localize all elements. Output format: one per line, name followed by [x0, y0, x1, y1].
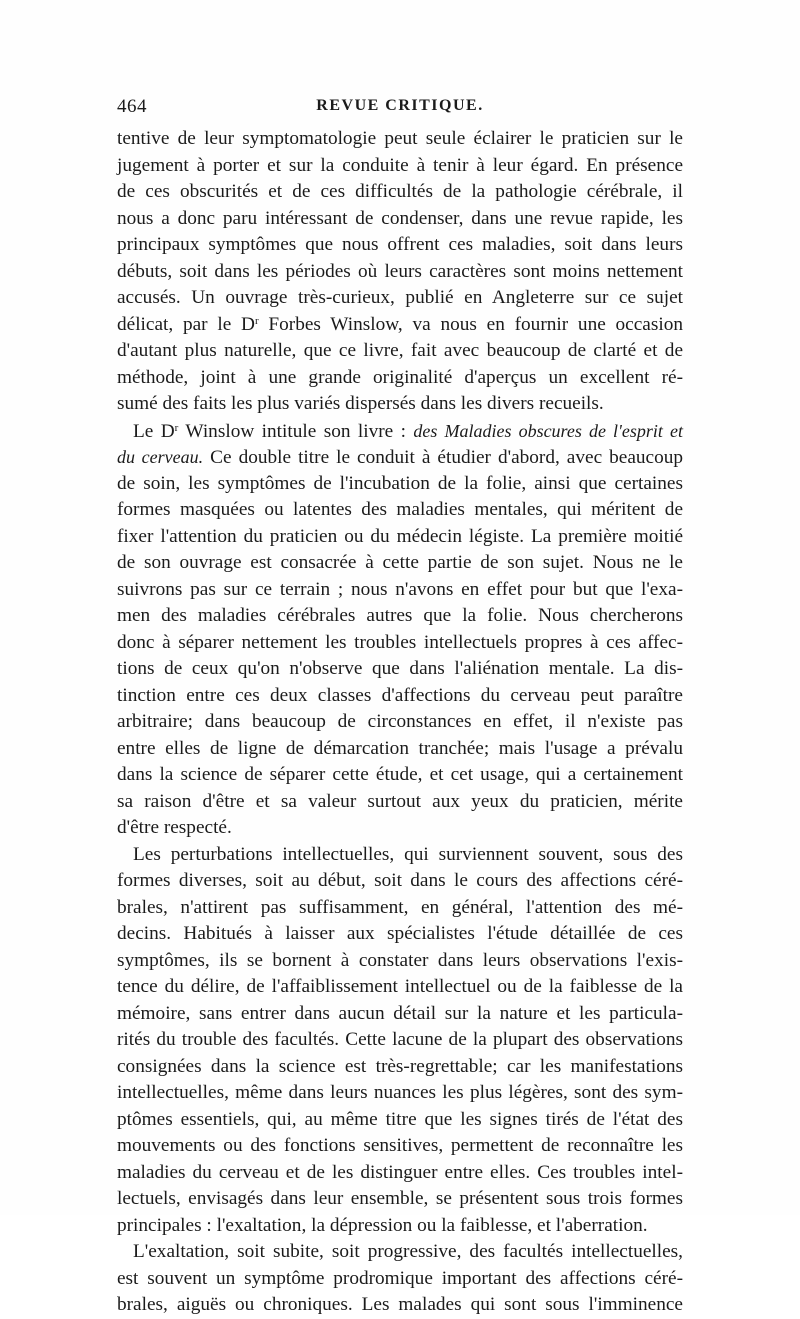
text-line: méthode, joint à une grande originalité d'aperçus un excellent ré-: [117, 366, 683, 388]
text-line: entre elles de ligne de démarcation tranchée; mais l'usage a prévalu: [117, 737, 683, 759]
text-line: principales : l'exaltation, la dépression ou la faiblesse, et l'aberration.: [117, 1214, 648, 1236]
text-line: intellectuelles, même dans leurs nuances les plus légères, sont des sym-: [117, 1082, 683, 1103]
text-fragment: Ce double titre le conduit à étudier d'abord, avec beaucoup: [210, 447, 684, 468]
text-fragment: Winslow intitule son livre :: [178, 420, 414, 442]
text-line: Les perturbations intellectuelles, qui surviennent souvent, sous des: [133, 843, 683, 865]
text-line: tentive de leur symptomatologie peut seule éclairer le praticien sur le: [117, 128, 683, 149]
text-line: jugement à porter et sur la conduite à tenir à leur égard. En présence: [117, 154, 683, 176]
text-line: formes diverses, soit au début, soit dans le cours des affections céré-: [117, 870, 683, 891]
text-line: [117, 418, 683, 445]
text-line: débuts, soit dans les périodes où leurs caractères sont moins nettement: [117, 260, 683, 282]
text-line: de soin, les symptômes de l'incubation de la folie, ainsi que certaines: [117, 472, 683, 494]
text-line: lectuels, envisagés dans leur ensemble, se présentent sous trois formes: [117, 1188, 683, 1209]
text-line: brales, aiguës ou chroniques. Les malades qui sont sous l'imminence: [117, 1294, 683, 1315]
text-fragment: Forbes Winslow, va nous en fournir une occasion: [258, 313, 683, 335]
article-body: [117, 126, 683, 1319]
superscript: r: [174, 421, 179, 434]
text-line: mémoire, sans entrer dans aucun détail sur la nature et les particula-: [117, 1002, 683, 1024]
text-line: de son ouvrage est consacrée à cette partie de son sujet. Nous ne le: [117, 552, 683, 573]
text-line: sa raison d'être et sa valeur surtout aux yeux du praticien, mérite: [117, 790, 683, 812]
text-line: accusés. Un ouvrage très-curieux, publié en Angleterre sur ce sujet: [117, 287, 683, 308]
text-line: formes masquées ou latentes des maladies mentales, qui méritent de: [117, 499, 683, 520]
text-line: nous a donc paru intéressant de condenser, dans une revue rapide, les: [117, 207, 683, 229]
text-line: tence du délire, de l'affaiblissement intellectuel ou de la faiblesse de la: [117, 976, 683, 997]
text-line: L'exaltation, soit subite, soit progressive, des facultés intellectuelles,: [133, 1241, 683, 1262]
text-line: tions de ceux qu'on n'observe que dans l'aliénation mentale. La dis-: [117, 658, 683, 679]
text-line: brales, n'attirent pas suffisamment, en général, l'attention des mé-: [117, 896, 683, 918]
text-line: fixer l'attention du praticien ou du médecin légiste. La première moitié: [117, 525, 683, 547]
page-number: 464: [117, 96, 147, 117]
text-line: ptômes essentiels, qui, au même titre que les signes tirés de l'état des: [117, 1108, 683, 1130]
book-title-italic: des Maladies obscures de l'esprit et: [413, 420, 683, 441]
text-line: maladies du cerveau et de les distinguer entre elles. Ces troubles intel-: [117, 1161, 683, 1183]
text-line: donc à séparer nettement les troubles intellectuels propres à ces affec-: [117, 631, 683, 653]
text-line: men des maladies cérébrales autres que la folie. Nous chercherons: [117, 605, 683, 626]
text-fragment: Le D: [133, 420, 175, 442]
superscript: r: [254, 314, 259, 327]
text-line: de ces obscurités et de ces difficultés de la pathologie cérébrale, il: [117, 181, 683, 202]
text-line: dans la science de séparer cette étude, et cet usage, qui a certainement: [117, 764, 683, 785]
text-line: suivrons pas sur ce terrain ; nous n'avons en effet pour but que l'exa-: [117, 578, 683, 600]
page-header: [117, 96, 683, 122]
running-title: REVUE CRITIQUE.: [316, 97, 484, 114]
text-line: consignées dans la science est très-regrettable; car les manifestations: [117, 1055, 683, 1077]
book-title-italic: du cerveau.: [117, 447, 204, 467]
text-line: sumé des faits les plus variés dispersés dans les divers recueils.: [117, 393, 604, 414]
text-fragment: délicat, par le D: [117, 313, 255, 335]
text-line: symptômes, ils se bornent à constater dans leurs observations l'exis-: [117, 949, 683, 971]
text-line: mouvements ou des fonctions sensitives, permettent de reconnaître les: [117, 1135, 683, 1156]
text-line: tinction entre ces deux classes d'affections du cerveau peut paraître: [117, 684, 683, 706]
text-line: d'être respecté.: [117, 817, 232, 838]
text-line: decins. Habitués à laisser aux spécialistes l'étude détaillée de ces: [117, 923, 683, 944]
text-line: [117, 312, 683, 339]
text-line: [117, 444, 683, 471]
text-line: d'autant plus naturelle, que ce livre, fait avec beaucoup de clarté et de: [117, 340, 683, 361]
text-line: arbitraire; dans beaucoup de circonstances en effet, il n'existe pas: [117, 711, 683, 732]
text-line: est souvent un symptôme prodromique important des affections céré-: [117, 1267, 683, 1289]
text-line: principaux symptômes que nous offrent ces maladies, soit dans leurs: [117, 234, 683, 255]
text-line: rités du trouble des facultés. Cette lacune de la plupart des observations: [117, 1029, 683, 1050]
